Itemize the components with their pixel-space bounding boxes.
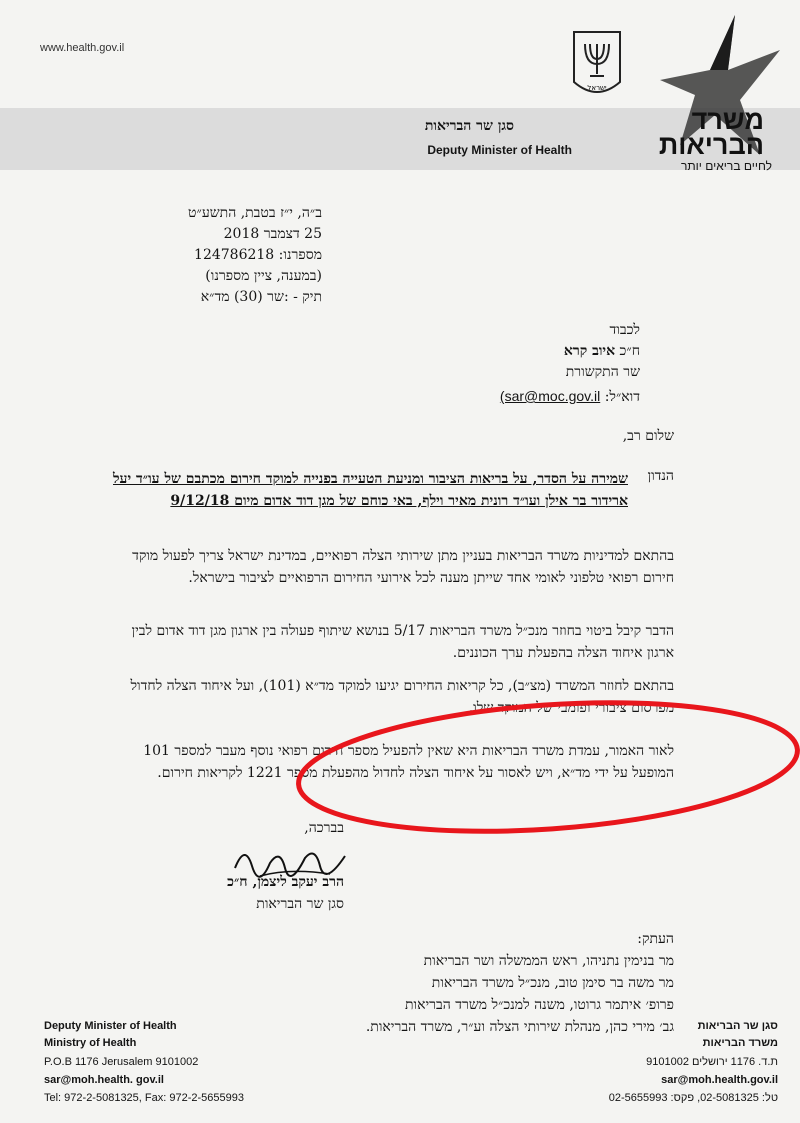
brand-line-1: משרד — [691, 105, 764, 135]
ministry-brand — [658, 105, 764, 160]
hebrew-date: ב״ה, י״ז בטבת, התשע״ט — [188, 205, 322, 221]
footer-right-email[interactable]: sar@moh.health.gov.il — [661, 1074, 778, 1086]
addressee-name — [564, 343, 640, 360]
footer-left-phone: Tel: 972-2-5081325, Fax: 972-2-5655993 — [44, 1092, 244, 1104]
email-label: דוא״ל: — [604, 389, 640, 405]
signature-title: סגן שר הבריאות — [256, 896, 344, 912]
signature-closing: בברכה, — [304, 820, 344, 836]
highlight-ellipse — [286, 697, 800, 837]
brand-line-2: הבריאות — [658, 130, 764, 160]
addressee-title: שר התקשורת — [565, 364, 640, 380]
footer-right-line-3: ת.ד. 1176 ירושלים 9101002 — [646, 1056, 778, 1068]
deputy-title-english: Deputy Minister of Health — [427, 143, 572, 157]
signature-name: הרב יעקב ליצמן, ח״כ — [227, 874, 344, 890]
subject-label: הנדון — [647, 468, 674, 484]
addressee-prefix: ח״כ — [619, 343, 640, 359]
gregorian-date: 25 דצמבר 2018 — [223, 226, 322, 242]
paragraph-2: הדבר קיבל ביטוי בחוזר מנכ״ל משרד הבריאות 5/17 בנושא שיתוף פעולה בין ארגון מגן דוד אדום לבין ארגון איחוד הצלה בהפעלת ערך הכוננים. — [131, 623, 674, 661]
cc-line-1: מר בנימין נתניהו, ראש הממשלה ושר הבריאות — [423, 953, 674, 969]
footer-right-line-1: סגן שר הבריאות — [697, 1020, 778, 1032]
cc-line-2: מר משה בר סימן טוב, מנכ״ל משרד הבריאות — [431, 975, 674, 991]
subject-text: שמירה על הסדר, על בריאות הציבור ומניעת הטעייה בפנייה למוקד חירום מכתבם של עו״ד יעל ארידור בר אילן ועו״ד רונית מאיר וילף, באי כוחם של מגן דוד אדום מיום 9/12/18 — [113, 471, 628, 509]
footer-left-email[interactable]: sar@moh.health. gov.il — [44, 1074, 164, 1086]
cc-line-4: גב׳ מירי כהן, מנהלת שירותי הצלה וע״ר, משרד הבריאות. — [365, 1019, 674, 1035]
cc-label: העתק: — [637, 931, 674, 947]
footer-right-line-2: משרד הבריאות — [702, 1037, 778, 1049]
addressee-to: לכבוד — [609, 322, 640, 338]
footer-left-line-2: Ministry of Health — [44, 1037, 137, 1049]
deputy-title-hebrew: סגן שר הבריאות — [424, 118, 514, 134]
footer-left-line-1: Deputy Minister of Health — [44, 1020, 177, 1032]
footer-left-line-3: P.O.B 1176 Jerusalem 9101002 — [44, 1056, 199, 1068]
reference-number: מספרנו: 124786218 — [194, 247, 322, 263]
emblem-text: ישראל — [587, 84, 607, 92]
reply-note: (במענה, ציין מספרנו) — [205, 268, 322, 284]
brand-tagline: לחיים בריאים יותר — [680, 159, 772, 173]
cc-line-3: פרופ׳ איתמר גרוטו, משנה למנכ״ל משרד הבריאות — [404, 997, 674, 1013]
paragraph-1: בהתאם למדיניות משרד הבריאות בעניין מתן שירותי הצלה רפואיים, במדינת ישראל צריך לפעול מוקד חירום רפואי טלפוני לאומי אחד שייתן מענה לכל אירועי החירום הרפואיים לציבור בישראל. — [132, 548, 674, 586]
addressee-email-line — [500, 388, 640, 406]
email-link[interactable]: (sar@moc.gov.il — [499, 388, 601, 404]
state-emblem-icon — [570, 30, 624, 102]
footer-right-phone: טל: 02-5081325, פקס: 02-5655993 — [608, 1092, 778, 1104]
addressee-name-text: איוב קרא — [563, 343, 616, 359]
paragraph-4: לאור האמור, עמדת משרד הבריאות היא שאין להפעיל מספר חירום רפואי נוסף מעבר למספר 101 המופעל על ידי מד״א, ויש לאסור על איחוד הצלה לחדול מהפעלת מספר 1221 לקריאות חירום. — [143, 743, 674, 781]
website-url: www.health.gov.il — [40, 42, 125, 54]
paragraph-3: בהתאם לחוזר המשרד (מצ״ב), כל קריאות החירום יגיעו למוקד מד״א (101), ועל איחוד הצלה לחדול מפרסום ציבורי ופומבי של המוקד שלו. — [130, 678, 674, 716]
file-reference: תיק - :שר (30) מד״א — [200, 289, 322, 305]
greeting: שלום רב, — [622, 428, 674, 444]
